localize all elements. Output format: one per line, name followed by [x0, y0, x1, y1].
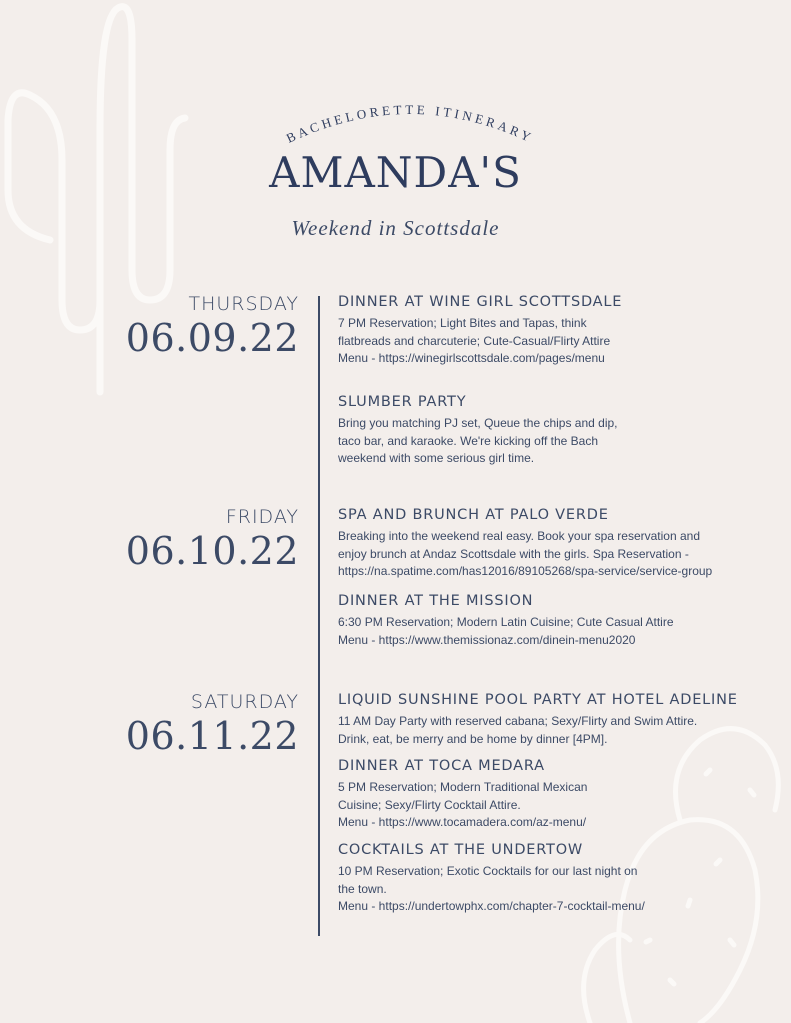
- event-title: COCKTAILS AT THE UNDERTOW: [338, 842, 584, 858]
- event-detail: Menu - https://www.themissionaz.com/dinein-menu2020: [338, 632, 636, 647]
- event-detail: taco bar, and karaoke. We're kicking off the Bach: [338, 433, 598, 448]
- event-detail: Cuisine; Sexy/Flirty Cocktail Attire.: [338, 797, 521, 812]
- event-detail: Breaking into the weekend real easy. Book your spa reservation and: [338, 529, 700, 543]
- event-detail: 6:30 PM Reservation; Modern Latin Cuisine; Cute Casual Attire: [338, 615, 674, 629]
- event-detail: Menu - https://undertowphx.com/chapter-7-cocktail-menu/: [338, 899, 645, 913]
- event-detail: Menu - https://www.tocamadera.com/az-menu/: [338, 815, 587, 829]
- day-thursday: [126, 292, 299, 360]
- event-detail: https://na.spatime.com/has12016/89105268/spa-service/service-group: [338, 564, 713, 578]
- event-title: DINNER AT WINE GIRL SCOTTSDALE: [338, 294, 623, 310]
- itinerary-header: [0, 90, 791, 250]
- event-the-mission: [338, 591, 758, 649]
- event-detail: Menu - https://winegirlscottsdale.com/pages/menu: [338, 351, 605, 365]
- event-slumber-party: [338, 392, 758, 468]
- event-title: SPA AND BRUNCH AT PALO VERDE: [338, 507, 609, 523]
- day-friday: [126, 505, 299, 573]
- event-detail: Bring you matching PJ set, Queue the chips and dip,: [338, 416, 618, 430]
- event-detail: flatbreads and charcuterie; Cute-Casual/Flirty Attire: [338, 333, 611, 348]
- day-date: 06.10.22: [125, 529, 299, 573]
- page-title: AMANDA'S: [269, 148, 522, 197]
- event-toca-medara: [338, 756, 758, 832]
- day-date: 06.09.22: [125, 316, 299, 360]
- event-detail: 10 PM Reservation; Exotic Cocktails for our last night on: [338, 864, 638, 878]
- page-subtitle: Weekend in Scottsdale: [291, 216, 500, 240]
- day-name: THURSDAY: [188, 293, 299, 315]
- arc-heading: [265, 90, 555, 150]
- event-detail: 11 AM Day Party with reserved cabana; Sexy/Flirty and Swim Attire.: [338, 714, 698, 728]
- day-saturday: [126, 690, 299, 758]
- event-title: LIQUID SUNSHINE POOL PARTY AT HOTEL ADELINE: [338, 692, 738, 708]
- event-wine-girl: [338, 292, 758, 368]
- event-title: DINNER AT THE MISSION: [338, 593, 534, 609]
- event-detail: the town.: [338, 881, 387, 896]
- day-date: 06.11.22: [125, 714, 299, 758]
- arc-heading-text: BACHELORETTE ITINERARY: [283, 101, 537, 146]
- event-title: SLUMBER PARTY: [338, 394, 467, 410]
- day-name: FRIDAY: [225, 506, 299, 528]
- event-pool-party: [338, 690, 758, 748]
- timeline-divider: [318, 296, 320, 936]
- day-name: SATURDAY: [190, 691, 299, 713]
- event-title: DINNER AT TOCA MEDARA: [338, 758, 545, 774]
- event-detail: enjoy brunch at Andaz Scottsdale with the girls. Spa Reservation -: [338, 546, 689, 561]
- event-detail: 5 PM Reservation; Modern Traditional Mexican: [338, 780, 588, 794]
- event-detail: weekend with some serious girl time.: [338, 451, 535, 465]
- event-undertow: [338, 840, 758, 916]
- event-detail: Drink, eat, be merry and be home by dinner [4PM].: [338, 731, 608, 746]
- event-detail: 7 PM Reservation; Light Bites and Tapas, think: [338, 316, 587, 330]
- event-spa-brunch: [338, 505, 758, 581]
